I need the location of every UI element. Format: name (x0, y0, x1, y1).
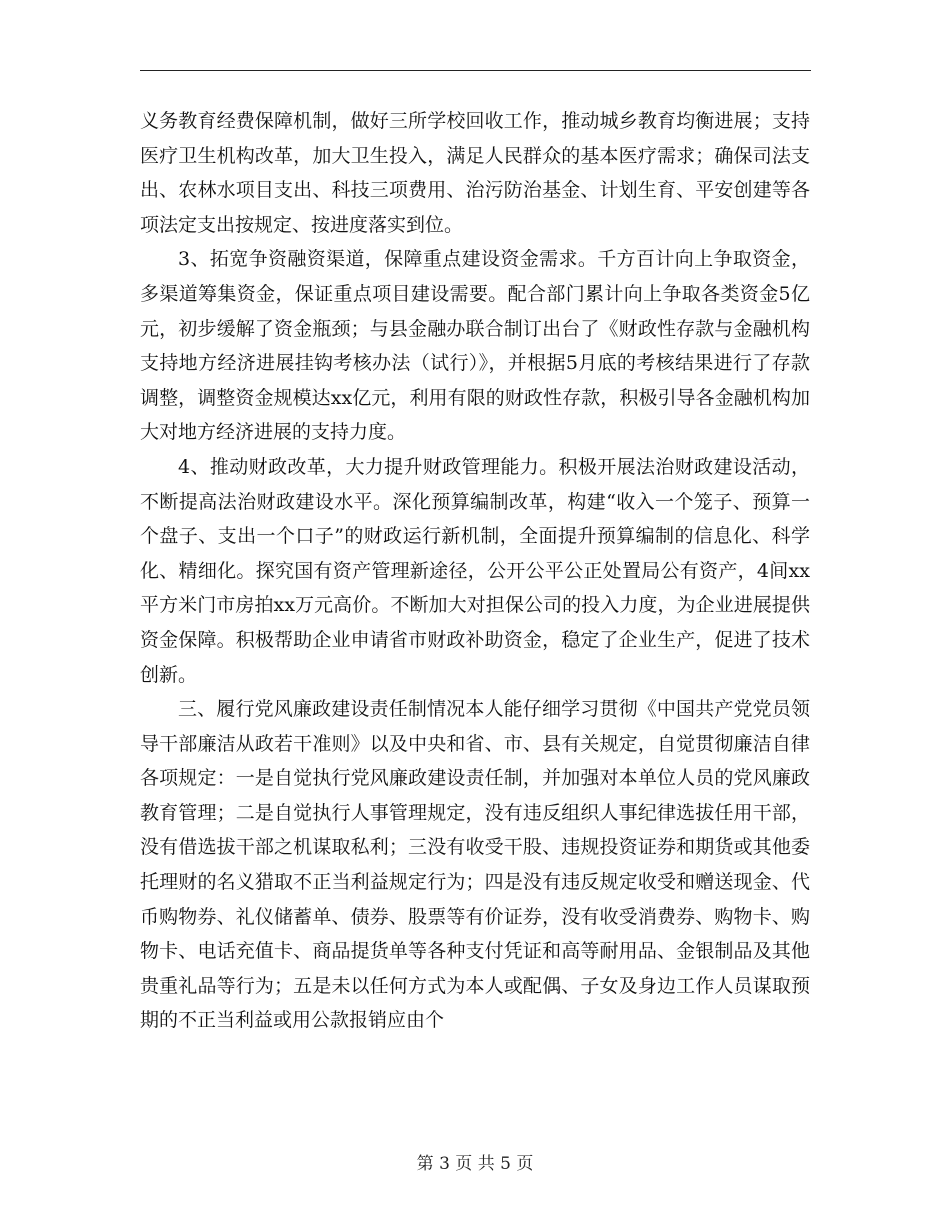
paragraph-continued: 义务教育经费保障机制，做好三所学校回收工作，推动城乡教育均衡进展；支持医疗卫生机构改革，加大卫生投入，满足人民群众的基本医疗需求；确保司法支出、农林水项目支出、科技三项费用、治污防治基金、计划生育、平安创建等各项法定支出按规定、按进度落实到位。 (140, 110, 810, 236)
header-rule (140, 70, 811, 71)
document-body (140, 104, 810, 1038)
page-number-footer: 第 3 页 共 5 页 (416, 1154, 534, 1174)
paragraph-integrity-responsibility: 三、履行党风廉政建设责任制情况本人能仔细学习贯彻《中国共产党党员领导干部廉洁从政若干准则》以及中央和省、市、县有关规定，自觉贯彻廉洁自律各项规定：一是自觉执行党风廉政建设责任制，并加强对本单位人员的党风廉政教育管理；二是自觉执行人事管理规定，没有违反组织人事纪律选拔任用干部，没有借选拔干部之机谋取私利；三没有收受干股、违规投资证券和期货或其他委托理财的名义猎取不正当利益规定行为；四是没有违反规定收受和赠送现金、代币购物券、礼仪储蓄单、债券、股票等有价证券，没有收受消费券、购物卡、购物卡、电话充值卡、商品提货单等各种支付凭证和高等耐用品、金银制品及其他贵重礼品等行为；五是未以任何方式为本人或配偶、子女及身边工作人员谋取预期的不正当利益或用公款报销应由个 (140, 698, 810, 1032)
paragraph-fiscal-reform: 4、推动财政改革，大力提升财政管理能力。积极开展法治财政建设活动，不断提高法治财政建设水平。深化预算编制改革，构建“收入一个笼子、预算一个盘子、支出一个口子”的财政运行新机制，全面提升预算编制的信息化、科学化、精细化。探究国有资产管理新途径，公开公平公正处置局公有资产，4间xx平方米门市房拍xx万元高价。不断加大对担保公司的投入力度，为企业进展提供资金保障。积极帮助企业申请省市财政补助资金，稳定了企业生产，促进了技术创新。 (140, 455, 810, 686)
paragraph-funding-channels: 3、拓宽争资融资渠道，保障重点建设资金需求。千方百计向上争取资金，多渠道筹集资金，保证重点项目建设需要。配合部门累计向上争取各类资金5亿元，初步缓解了资金瓶颈；与县金融办联合制订出台了《财政性存款与金融机构支持地方经济进展挂钩考核办法（试行）》，并根据5月底的考核结果进行了存款调整，调整资金规模达xx亿元，利用有限的财政性存款，积极引导各金融机构加大对地方经济进展的支持力度。 (140, 248, 810, 444)
